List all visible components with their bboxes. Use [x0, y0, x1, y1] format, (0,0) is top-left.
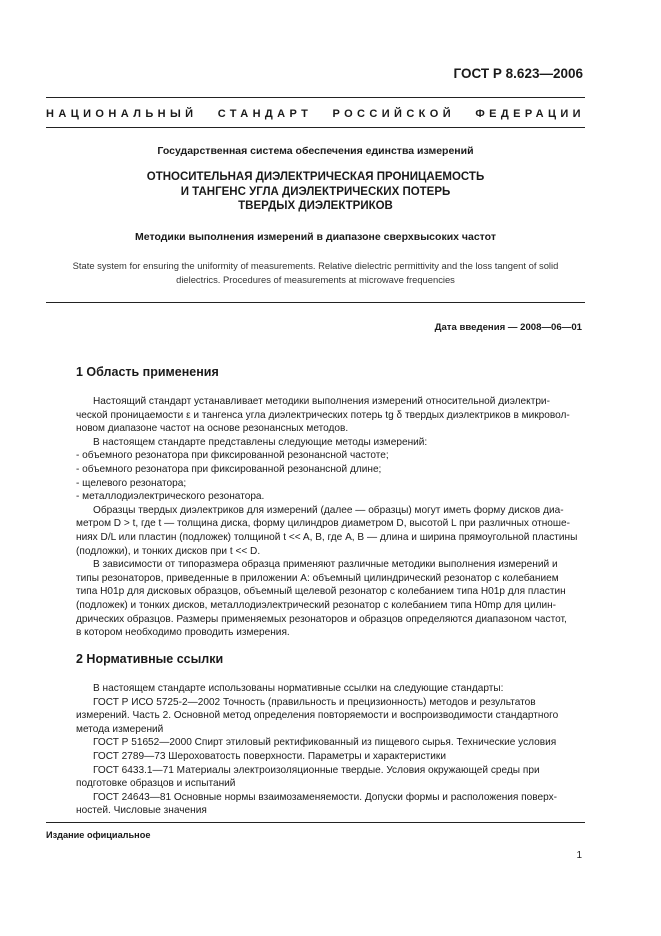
s1-line-17: дрических образцов. Размеры применяемых резонаторов и образцов определяются диапазоном частот, [76, 613, 567, 625]
s2-line-2: ГОСТ Р ИСО 5725-2—2002 Точность (правильность и прецизионность) методов и результатов [93, 696, 536, 708]
s2-line-3: измерений. Часть 2. Основной метод определения повторяемости и воспроизводимости стандартного [76, 710, 559, 722]
main-title-line-2: И ТАНГЕНС УГЛА ДИЭЛЕКТРИЧЕСКИХ ПОТЕРЬ [180, 185, 451, 198]
s2-line-6: ГОСТ 2789—73 Шероховатость поверхности. Параметры и характеристики [93, 750, 446, 762]
header-rule-bottom [46, 127, 585, 128]
s2-line-8: подготовке образцов и испытаний [76, 778, 236, 790]
s1-line-9: Образцы твердых диэлектриков для измерений (далее — образцы) могут иметь форму дисков диа- [93, 504, 564, 516]
s2-line-4: метода измерений [76, 723, 164, 735]
footer-rule [46, 822, 585, 823]
national-standard-banner: НАЦИОНАЛЬНЫЙ СТАНДАРТ РОССИЙСКОЙ ФЕДЕРАЦИИ [46, 108, 585, 120]
methods-subtitle: Методики выполнения измерений в диапазоне сверхвысоких частот [135, 231, 496, 243]
s1-line-18: в котором необходимо проводить измерения. [76, 627, 290, 639]
s1-line-12: (подложки), и тонких дисков при t << D. [76, 545, 261, 557]
edition-label: Издание официальное [46, 830, 151, 840]
s2-line-10: ностей. Числовые значения [76, 805, 207, 817]
s1-line-3: новом диапазоне частот на основе резонансных методов. [76, 423, 349, 435]
standard-code: ГОСТ Р 8.623—2006 [453, 66, 583, 81]
main-title-line-3: ТВЕРДЫХ ДИЭЛЕКТРИКОВ [238, 200, 393, 212]
s1-line-11: ниях D/L или пластин (подложек) толщиной t << A, B, где A, B — длина и ширина прямоугольной пластины [76, 531, 578, 543]
page-number: 1 [576, 850, 582, 861]
system-title: Государственная система обеспечения единства измерений [157, 145, 474, 157]
english-title-line-2: dielectrics. Procedures of measurements at microwave frequencies [176, 273, 455, 285]
title-divider [46, 302, 585, 303]
s1-line-1: Настоящий стандарт устанавливает методики выполнения измерений относительной диэлектри- [93, 396, 550, 407]
english-title [46, 259, 585, 286]
main-title [46, 170, 585, 214]
main-title-line-1: ОТНОСИТЕЛЬНАЯ ДИЭЛЕКТРИЧЕСКАЯ ПРОНИЦАЕМОСТЬ [146, 171, 485, 183]
s1-line-5: - объемного резонатора при фиксированной резонансной частоте; [76, 450, 389, 462]
s1-line-2: ческой проницаемости ε и тангенса угла диэлектрических потерь tg δ твердых диэлектриков в микровол- [76, 409, 570, 421]
section-2-body [76, 682, 581, 818]
english-title-line-1: State system for ensuring the uniformity of measurements. Relative dielectric permittivity and the loss tangent of solid [72, 260, 559, 271]
s2-line-7: ГОСТ 6433.1—71 Материалы электроизоляционные твердые. Условия окружающей среды при [93, 764, 540, 776]
s1-line-15: типа H01p для дисковых образцов, объемный щелевой резонатор с колебанием типа H01p для пластин [76, 586, 566, 598]
s1-line-14: типы резонаторов, приведенные в приложении А: объемный цилиндрический резонатор с колебанием [76, 572, 559, 584]
s1-line-7: - щелевого резонатора; [76, 477, 187, 489]
section-1-body [76, 395, 581, 640]
header-rule-top [46, 97, 585, 98]
section-1-heading: 1 Область применения [76, 365, 219, 379]
s1-line-4: В настоящем стандарте представлены следующие методы измерений: [93, 436, 428, 448]
s1-line-13: В зависимости от типоразмера образца применяют различные методики выполнения измерений и [93, 559, 558, 571]
section-2-heading: 2 Нормативные ссылки [76, 652, 224, 666]
s2-line-1: В настоящем стандарте использованы нормативные ссылки на следующие стандарты: [93, 683, 504, 694]
s1-line-6: - объемного резонатора при фиксированной резонансной длине; [76, 463, 382, 475]
introduction-date: Дата введения — 2008—06—01 [434, 322, 582, 333]
s1-line-16: (подложек) и тонких дисков, металлодиэлектрический резонатор с колебанием типа H0mp для цилин- [76, 599, 557, 611]
s2-line-5: ГОСТ Р 51652—2000 Спирт этиловый ректификованный из пищевого сырья. Технические условия [93, 737, 557, 749]
s2-line-9: ГОСТ 24643—81 Основные нормы взаимозаменяемости. Допуски формы и расположения поверх- [93, 791, 558, 803]
s1-line-8: - металлодиэлектрического резонатора. [76, 491, 265, 503]
s1-line-10: метром D > t, где t — толщина диска, форму цилиндров диаметром D, высотой L при различных отноше- [76, 518, 570, 530]
